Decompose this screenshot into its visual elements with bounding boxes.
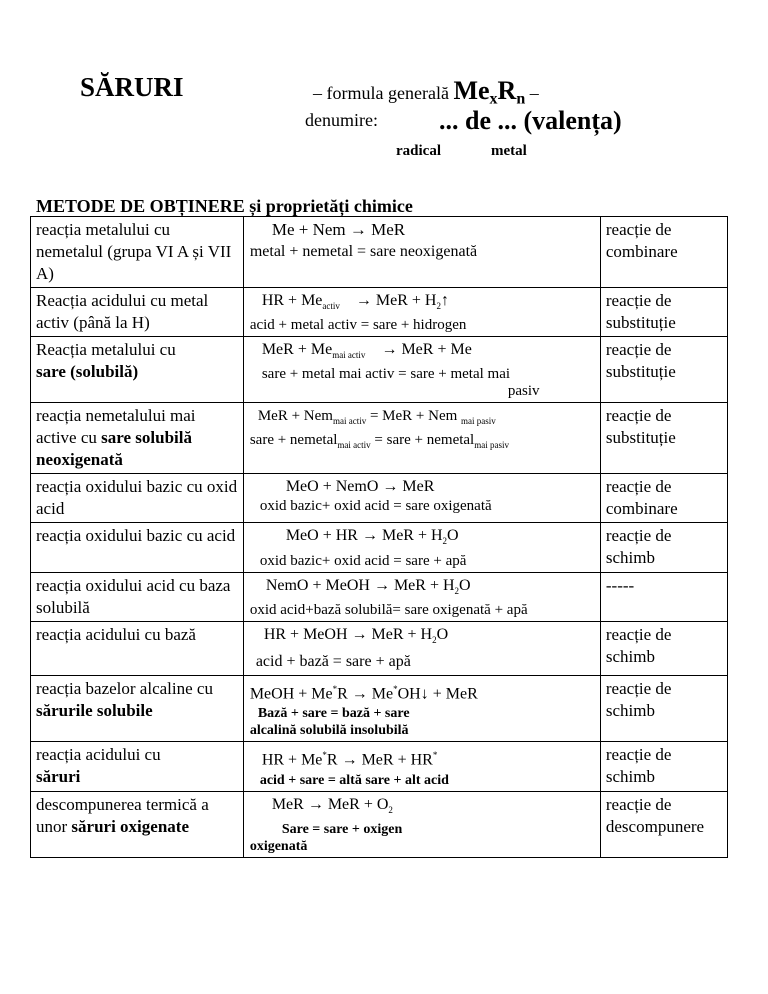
equation: MeO + HR → MeR + $H_2O$ (285, 527, 459, 547)
reaction-type: reacție de substituție (600, 288, 727, 337)
table-row (31, 288, 728, 337)
naming-rule (305, 106, 622, 135)
method-cell: reacția acidului cu săruri (31, 742, 244, 791)
table-row (31, 675, 728, 741)
method-cell: reacția oxidului bazic cu acid (31, 523, 244, 572)
formula-n: n (516, 90, 526, 108)
method-cell: reacția nemetalului mai active cu sare solubilă neoxigenată (31, 403, 244, 474)
equation-words-cont: pasiv (507, 383, 540, 400)
section-heading: METODE DE OBȚINERE și proprietăți chimice (36, 196, 413, 216)
equation: HR + $Me_{activ}$ → MeR + $H_2↑$ (261, 292, 449, 312)
method-cell: descompunerea termică a unor săruri oxigenate (31, 791, 244, 857)
formula-x: x (489, 90, 498, 108)
table-row (31, 337, 728, 403)
equation-cell (243, 403, 600, 474)
general-formula (313, 76, 539, 109)
equation-cell (243, 572, 600, 621)
page-title: SĂRURI (80, 72, 184, 102)
reaction-type: reacție de schimb (600, 742, 727, 791)
equation-words: acid + sare = altă sare + alt acid (259, 772, 449, 788)
equation: MeR → MeR + $O_2$ (271, 795, 393, 815)
method-cell: Reacția acidului cu metal activ (până la H) (31, 288, 244, 337)
equation-cell (243, 791, 600, 857)
formula-me: Me (453, 76, 490, 105)
table-row (31, 523, 728, 572)
methods-table (30, 216, 728, 858)
equation-cell (243, 675, 600, 741)
equation-cell (243, 474, 600, 523)
naming-metal: metal (491, 143, 527, 159)
equation-cell (243, 288, 600, 337)
table-row (31, 403, 728, 474)
table-row (31, 742, 728, 791)
equation-words: acid + bază = sare + apă (255, 652, 411, 670)
naming-parts (396, 143, 527, 160)
table-row (31, 572, 728, 621)
method-cell: reacția acidului cu bază (31, 621, 244, 675)
equation: MeOH + Me*R → Me*OH↓ + MeR (249, 683, 478, 703)
formula-prefix: – formula generală (313, 83, 449, 103)
equation: MeR + $Me_{mai activ}$ → MeR + Me (261, 341, 472, 361)
equation-words: metal + nemetal = sare neoxigenată (249, 243, 478, 260)
equation-words: oxid bazic+ oxid acid = sare oxigenată (259, 498, 492, 515)
method-cell: reacția oxidului acid cu baza solubilă (31, 572, 244, 621)
equation: NemO + MeOH → MeR + $H_2O$ (265, 576, 471, 596)
equation-words: oxid acid+bază solubilă= sare oxigenată + apă (249, 601, 528, 618)
method-cell: reacția metalului cu nemetalul (grupa VI A și VII A) (31, 217, 244, 288)
naming-pattern: ... de ... (valența) (439, 106, 622, 135)
reaction-type: reacție de descompunere (600, 791, 727, 857)
equation-words: oxid bazic+ oxid acid = sare + apă (259, 552, 467, 569)
naming-radical: radical (396, 143, 441, 159)
equation-words: acid + metal activ = sare + hidrogen (249, 317, 467, 334)
naming-label: denumire: (305, 110, 378, 130)
equation-cell (243, 523, 600, 572)
equation: HR + MeOH → MeR + $H_2O$ (263, 625, 449, 645)
formula-r: R (497, 76, 517, 105)
reaction-type: reacție de schimb (600, 675, 727, 741)
reaction-type: reacție de substituție (600, 403, 727, 474)
reaction-type: reacție de schimb (600, 621, 727, 675)
equation-cell (243, 621, 600, 675)
method-cell: reacția bazelor alcaline cu sărurile solubile (31, 675, 244, 741)
equation-words: Sare = sare + oxigen (281, 821, 403, 837)
reaction-type: ----- (600, 572, 727, 621)
reaction-type: reacție de schimb (600, 523, 727, 572)
table-row (31, 474, 728, 523)
equation: Me + Nem → MeR (271, 220, 406, 239)
equation-words-cont: alcalină solubilă insolubilă (249, 723, 409, 739)
reaction-type: reacție de combinare (600, 217, 727, 288)
equation: MeR + Nem$_{mai activ}$ = MeR + Nem $_{mai pasiv}$ (257, 408, 496, 427)
equation-words-cont: oxigenată (249, 838, 308, 854)
table-row (31, 791, 728, 857)
equation-cell (243, 742, 600, 791)
equation-words: Bază + sare = bază + sare (257, 706, 410, 722)
reaction-type: reacție de substituție (600, 337, 727, 403)
equation: HR + Me*R → MeR + HR* (261, 750, 438, 769)
method-cell: reacția oxidului bazic cu oxid acid (31, 474, 244, 523)
equation: MeO + NemO → MeR (285, 478, 435, 496)
equation-cell (243, 337, 600, 403)
equation-words: sare + metal mai activ = sare + metal mai (261, 366, 511, 383)
reaction-type: reacție de combinare (600, 474, 727, 523)
table-row (31, 217, 728, 288)
method-cell: Reacția metalului cu sare (solubilă) (31, 337, 244, 403)
table-row (31, 621, 728, 675)
formula-suffix: – (529, 83, 539, 103)
equation-cell (243, 217, 600, 288)
equation-words: sare + nemetal$_{mai activ}$ = sare + nemetal$_{mai pasiv}$ (249, 432, 509, 451)
